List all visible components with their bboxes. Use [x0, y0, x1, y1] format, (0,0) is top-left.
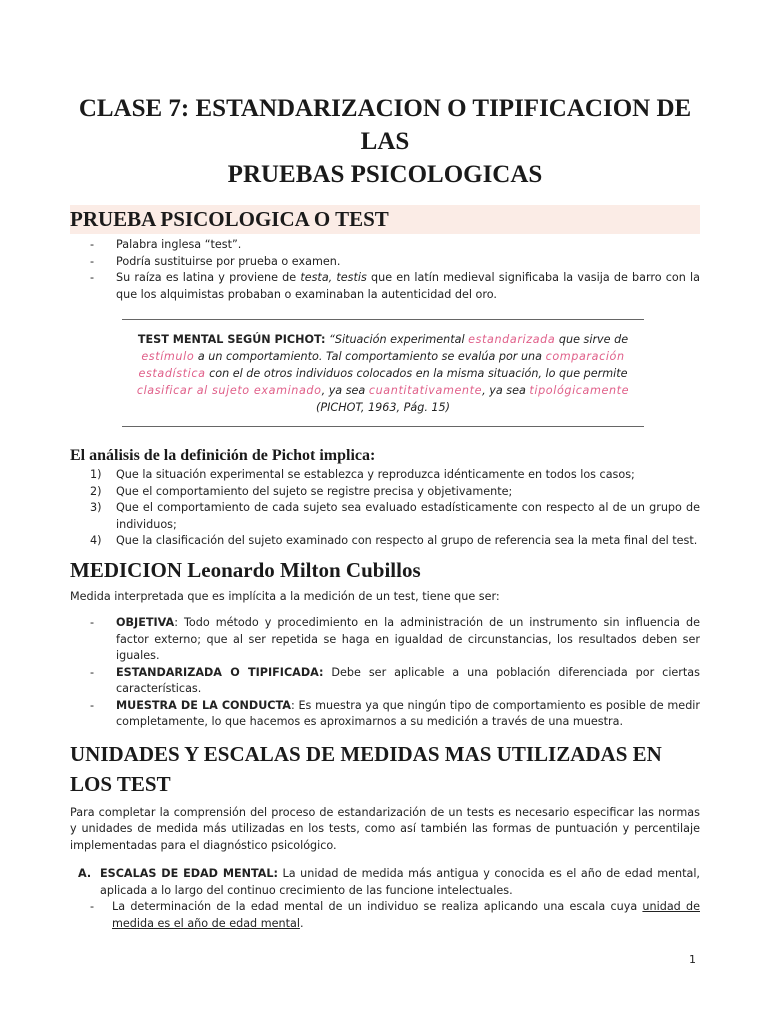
unidades-intro: Para completar la comprensión del proceso de estandarización de un tests es necesario especificar las normas y unidades de medida más utilizadas en los tests, como así también las formas de puntuación y percentilaje implementadas para el diagnóstico psicológico.	[70, 805, 700, 852]
escalas-sub-list	[70, 899, 700, 932]
list-item: 4) Que la clasificación del sujeto examinado con respecto al grupo de referencia sea la meta final del test.	[90, 534, 698, 547]
highlight-term: tipológicamente	[529, 384, 630, 397]
quote-label: TEST MENTAL SEGÚN PICHOT:	[137, 333, 326, 346]
list-item: 3) Que el comportamiento de cada sujeto sea evaluado estadísticamente con respecto al de un grupo de individuos;	[90, 501, 700, 531]
highlight-term: estandarizada	[468, 333, 556, 346]
quote-citation: (PICHOT, 1963, Pág. 15)	[315, 401, 451, 414]
title-lead: CLASE 7:	[78, 95, 190, 122]
list-item: - Podría sustituirse por prueba o examen.	[90, 254, 341, 268]
list-item: 1) Que la situación experimental se establezca y reproduzca idénticamente en todos los casos;	[90, 468, 635, 481]
section-heading-medicion: MEDICION Leonardo Milton Cubillos	[70, 557, 421, 582]
list-item: - Su raíza es latina y proviene de testa, testis que en latín medieval significaba la vasija de barro con la que los alquimistas probaban o examinaban la autenticidad del oro.	[90, 271, 701, 301]
list-item-escalas-edad-mental: A. ESCALAS DE EDAD MENTAL: La unidad de medida más antigua y conocida es el año de edad mental, aplicada a lo largo del continuo crecimiento de las funcione intelectuales.	[78, 867, 700, 897]
medicion-list	[70, 615, 700, 731]
highlight-term: cuantitativamente	[368, 384, 483, 397]
test-bullet-list	[70, 237, 700, 303]
list-item: - ESTANDARIZADA O TIPIFICADA: Debe ser aplicable a una población diferenciada por ciertas características.	[90, 665, 700, 695]
analysis-list	[70, 467, 700, 550]
section-heading-unidades: UNIDADES Y ESCALAS DE MEDIDAS MAS UTILIZADAS EN LOS TEST	[70, 741, 662, 796]
highlight-term: comparación estadística	[138, 350, 625, 380]
document-page	[70, 92, 700, 932]
page-number: 1	[689, 953, 696, 966]
title-line1: ESTANDARIZACION O TIPIFICACION DE LAS	[189, 95, 692, 155]
title-line2: PRUEBAS PSICOLOGICAS	[227, 161, 543, 188]
list-item: - OBJETIVA: Todo método y procedimiento en la administración de un instrumento sin influencia de factor externo; que al ser repetida se haga en igualdad de circunstancias, los resultados deben ser iguales.	[90, 616, 700, 662]
list-item: - Palabra inglesa “test”.	[90, 238, 242, 251]
list-item: - MUESTRA DE LA CONDUCTA: Es muestra ya que ningún tipo de comportamiento es posible de medir completamente, lo que hacemos es aproximarnos a su medición a través de una muestra.	[90, 698, 700, 728]
medicion-intro: Medida interpretada que es implícita a la medición de un test, tiene que ser:	[70, 589, 500, 603]
section-heading-band	[70, 205, 700, 234]
page-title	[70, 92, 700, 191]
pichot-definition-quote: TEST MENTAL SEGÚN PICHOT: “Situación experimental estandarizada que sirve de estímulo a un comportamiento. Tal comportamiento se evalúa por una comparación estadística con el de otros individuos colocados en la misma situación, lo que permite clasificar al sujeto examinado, ya sea cuantitativamente, ya sea tipológicamente (PICHOT, 1963, Pág. 15)	[122, 319, 644, 427]
list-item: - La determinación de la edad mental de un individuo se realiza aplicando una escala cuya unidad de medida es el año de edad mental.	[90, 900, 700, 930]
analysis-heading: El análisis de la definición de Pichot implica:	[70, 447, 376, 464]
highlight-term: estímulo	[141, 350, 195, 363]
section-heading-prueba: PRUEBA PSICOLOGICA O TEST	[70, 207, 389, 231]
highlight-term: clasificar al sujeto examinado	[136, 384, 322, 397]
list-item: 2) Que el comportamiento del sujeto se registre precisa y objetivamente;	[90, 484, 513, 498]
